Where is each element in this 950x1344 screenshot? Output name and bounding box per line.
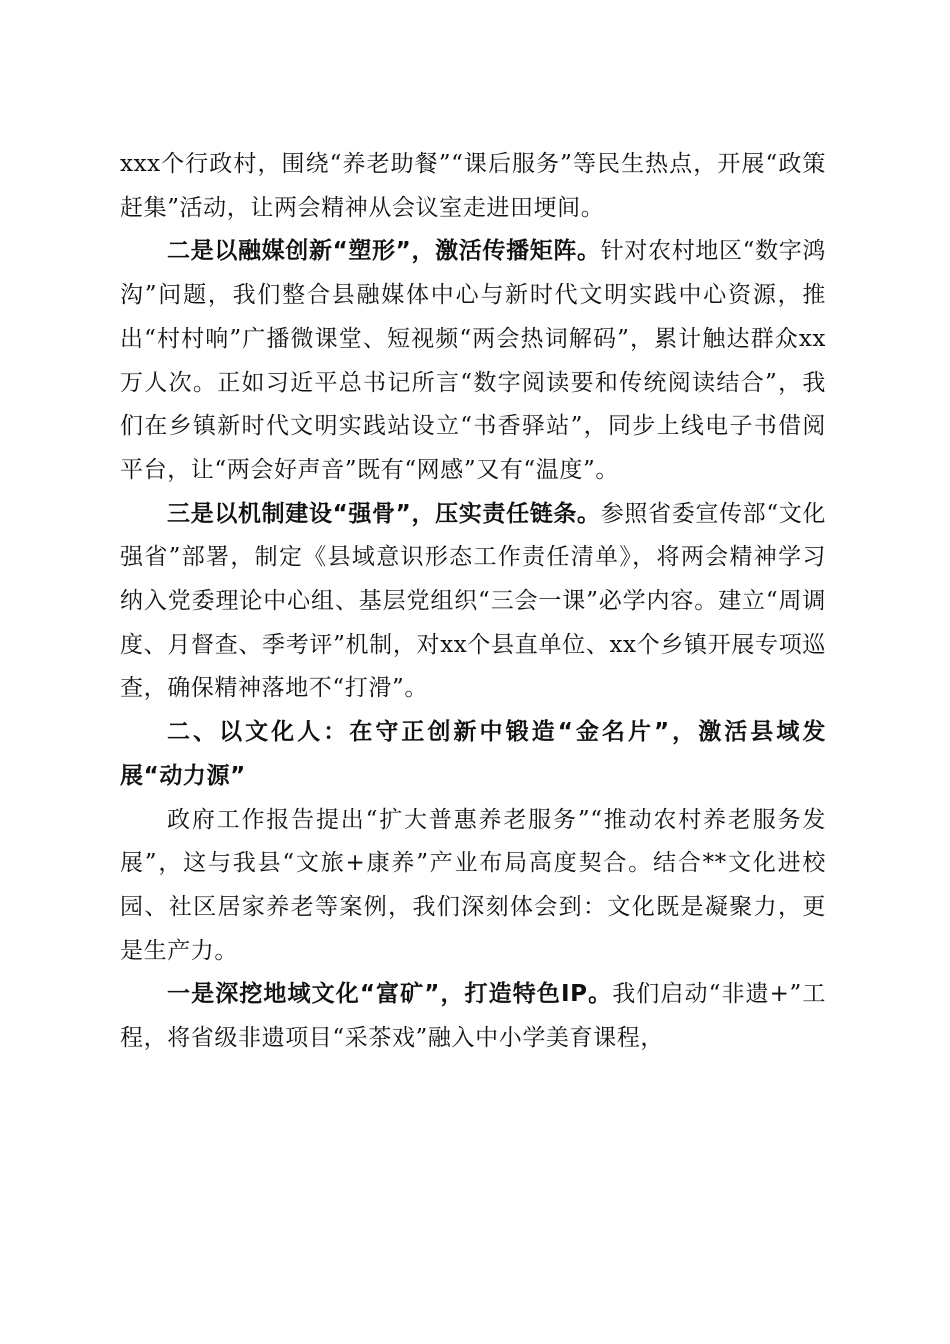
- paragraph-mechanism-building: [120, 493, 826, 712]
- section-heading: [120, 711, 826, 798]
- paragraph-government-report: [120, 799, 826, 974]
- paragraph-text: 针对农村地区“数字鸿沟”问题，我们整合县融媒体中心与新时代文明实践中心资源，推出“村村响”广播微课堂、短视频“两会热词解码”，累计触达群众xx万人次。正如习近平总书记所言“数字阅读要和传统阅读结合”，我们在乡镇新时代文明实践站设立“书香驿站”，同步上线电子书借阅平台，让“两会好声音”既有“网感”又有“温度”。: [120, 238, 826, 483]
- paragraph-text: xxx个行政村，围绕“养老助餐”“课后服务”等民生热点，开展“政策赶集”活动，让两会精神从会议室走进田埂间。: [120, 151, 826, 221]
- paragraph-lead-sentence: 一是深挖地域文化“富矿”，打造特色IP。: [167, 981, 613, 1008]
- document-body: [120, 143, 826, 1061]
- section-heading-text: 二、以文化人：在守正创新中锻造“金名片”，激活县域发展“动力源”: [120, 719, 826, 789]
- paragraph-lead-sentence: 二是以融媒创新“塑形”，激活传播矩阵。: [167, 238, 601, 265]
- paragraph-lead-sentence: 三是以机制建设“强骨”，压实责任链条。: [167, 500, 601, 527]
- paragraph-continuation: [120, 143, 826, 230]
- paragraph-text: 我们启动“非遗+”工程，将省级非遗项目“采茶戏”融入中小学美育课程，: [120, 981, 826, 1052]
- paragraph-text: 参照省委宣传部“文化强省”部署，制定《县域意识形态工作责任清单》，将两会精神学习纳入党委理论中心组、基层党组织“三会一课”必学内容。建立“周调度、月督查、季考评”机制，对xx个县直单位、xx个乡镇开展专项巡查，确保精神落地不“打滑”。: [120, 500, 826, 702]
- paragraph-regional-culture: [120, 973, 826, 1060]
- paragraph-media-innovation: [120, 230, 826, 492]
- paragraph-text: 政府工作报告提出“扩大普惠养老服务”“推动农村养老服务发展”，这与我县“文旅+康养”产业布局高度契合。结合**文化进校园、社区居家养老等案例，我们深刻体会到：文化既是凝聚力，更是生产力。: [120, 806, 826, 964]
